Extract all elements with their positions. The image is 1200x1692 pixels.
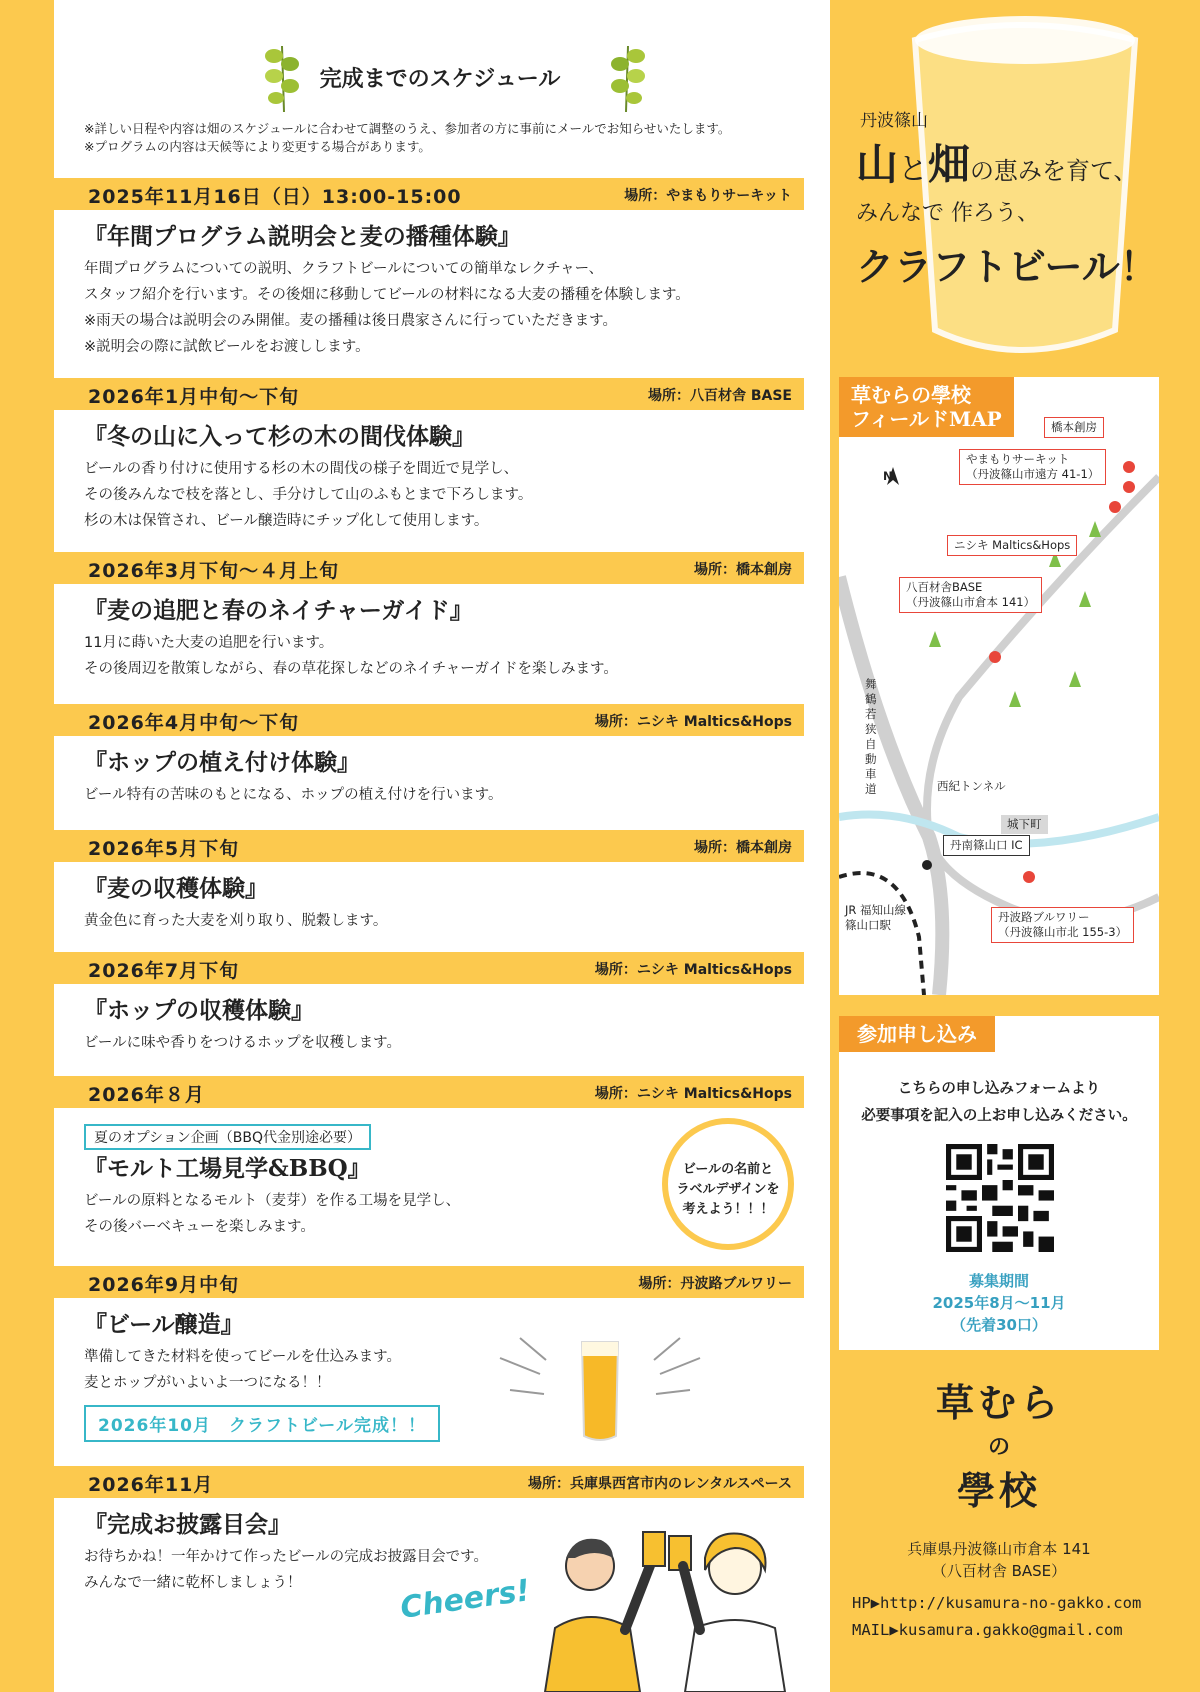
school-name-3: 學校 [956, 1468, 1041, 1513]
apply-text-1: こちらの申し込みフォームより [897, 1081, 1101, 1097]
event-desc-line: 準備してきた材料を使ってビールを仕込みます。 [84, 1349, 401, 1365]
event-place: 場所：ニシキ Maltics&Hops [594, 714, 792, 730]
school-address-2: （八百材舎 BASE） [931, 1562, 1067, 1580]
apply-title: 参加申し込み [839, 1016, 995, 1052]
map-label-yamamori-2: （丹波篠山市遠方 41-1） [966, 467, 1100, 481]
event-desc-line: その後周辺を散策しながら、春の草花探しなどのネイチャーガイドを楽しみます。 [84, 661, 618, 677]
event-place: 場所：やまもりサーキット [624, 188, 792, 204]
school-address-1: 兵庫県丹波篠山市倉本 141 [907, 1540, 1091, 1558]
schedule-notes [84, 120, 730, 156]
school-name-1: 草むら [935, 1380, 1062, 1425]
event-date-bar [54, 830, 804, 862]
school-name-2: の [987, 1434, 1010, 1460]
event-desc-line: その後バーベキューを楽しみます。 [84, 1219, 315, 1235]
event-date-bar [54, 1266, 804, 1298]
hero-rest: の恵みを育て、 [970, 157, 1138, 185]
event-place: 場所：ニシキ Maltics&Hops [594, 1086, 792, 1102]
leaf-icon-right [608, 42, 648, 114]
map-expressway: 舞鶴若狭自動車道 [865, 677, 877, 796]
hero-to: と [898, 152, 929, 187]
map-castle-town: 城下町 [1001, 815, 1048, 834]
map-tunnel: 西紀トンネル [937, 779, 1006, 793]
event-title: 『完成お披露目会』 [84, 1511, 291, 1538]
event-date: 2026年4月中旬〜下旬 [88, 712, 300, 734]
event-desc-line: みんなで一緒に乾杯しましょう！ [84, 1575, 302, 1591]
map-label-yamamori [959, 449, 1106, 485]
event-desc-line: 杉の木は保管され、ビール醸造時にチップ化して使用します。 [84, 513, 489, 529]
event-title: 『麦の収穫体験』 [84, 875, 268, 902]
hero-line-2: みんなで 作ろう、 [856, 201, 1039, 226]
event-date: 2026年11月 [88, 1474, 214, 1496]
event-desc-line: お待ちかね！一年かけて作ったビールの完成お披露目会です。 [84, 1549, 488, 1565]
beer-glass-icon [480, 1318, 720, 1448]
apply-period [839, 1270, 1159, 1336]
apply-period-label: 募集期間 [968, 1272, 1029, 1290]
event-date-bar [54, 704, 804, 736]
event-title: 『冬の山に入って杉の木の間伐体験』 [84, 423, 475, 450]
event-block [84, 596, 784, 682]
apply-period-value: 2025年8月〜11月 [932, 1294, 1066, 1312]
option-tag: 夏のオプション企画（BBQ代金別途必要） [84, 1124, 371, 1150]
map-label-nishiki: ニシキ Maltics&Hops [947, 535, 1077, 556]
event-desc-line: スタッフ紹介を行います。その後畑に移動してビールの材料になる大麦の播種を体験します。 [84, 287, 690, 303]
event-date-bar [54, 1076, 804, 1108]
map-label-hashimoto: 橋本創房 [1044, 417, 1104, 438]
event-date: 2026年８月 [88, 1084, 205, 1106]
hero-mountain: 山 [856, 140, 899, 189]
event-date-bar [54, 952, 804, 984]
map-label-yamamori-1: やまもりサーキット [966, 452, 1070, 466]
event-title: 『ビール醸造』 [84, 1311, 244, 1338]
event-title: 『ホップの植え付け体験』 [84, 749, 360, 776]
map-station-1: JR 福知山線 [845, 903, 907, 917]
mail-link[interactable]: MAIL▶kusamura.gakko@gmail.com [852, 1621, 1123, 1639]
idea-line: 考えよう！！！ [682, 1202, 774, 1217]
event-place: 場所：兵庫県西宮市内のレンタルスペース [528, 1476, 792, 1492]
event-desc-line: ビールに味や香りをつけるホップを収穫します。 [84, 1035, 401, 1051]
apply-text [839, 1076, 1159, 1130]
cheers-text: Cheers! [398, 1573, 533, 1626]
event-block [84, 422, 784, 534]
idea-line: ビールの名前と [682, 1162, 774, 1177]
idea-bubble [662, 1118, 794, 1250]
event-title: 『年間プログラム説明会と麦の播種体験』 [84, 223, 521, 250]
map-label-yao-2: （丹波篠山市倉本 141） [906, 595, 1036, 609]
event-date: 2026年7月下旬 [88, 960, 240, 982]
qr-code[interactable] [946, 1144, 1054, 1252]
event-desc-line: 黄金色に育った大麦を刈り取り、脱穀します。 [84, 913, 388, 929]
event-date: 2026年1月中旬〜下旬 [88, 386, 300, 408]
event-place: 場所：橋本創房 [694, 562, 792, 578]
event-date: 2026年5月下旬 [88, 838, 240, 860]
event-block [84, 222, 784, 360]
hero-field: 畑 [928, 140, 971, 189]
schedule-note-1: ※詳しい日程や内容は畑のスケジュールに合わせて調整のうえ、参加者の方に事前にメールでお知らせいたします。 [84, 121, 731, 136]
event-desc-line: ビールの原料となるモルト（麦芽）を作る工場を見学し、 [84, 1193, 461, 1209]
event-title: 『麦の追肥と春のネイチャーガイド』 [84, 597, 473, 624]
map-title-2: フィールドMAP [851, 407, 1002, 431]
event-date-bar [54, 1466, 804, 1498]
homepage-link[interactable]: HP▶http://kusamura-no-gakko.com [852, 1594, 1142, 1612]
map-label-ic: 丹南篠山口 IC [943, 835, 1030, 856]
school-links [852, 1590, 1141, 1644]
event-date-bar [54, 378, 804, 410]
event-desc-line: ビールの香り付けに使用する杉の木の間伐の様子を間近で見学し、 [84, 461, 519, 477]
event-desc-line: 麦とホップがいよいよ一つになる！！ [84, 1375, 331, 1391]
apply-text-2: 必要事項を記入の上お申し込みください。 [861, 1108, 1137, 1124]
hero-line-1 [856, 132, 1138, 192]
hero-region: 丹波篠山 [860, 111, 928, 131]
school-logo [839, 1380, 1159, 1514]
hero-line-3: クラフトビール！ [856, 244, 1158, 289]
event-desc-line: 11月に蒔いた大麦の追肥を行います。 [84, 635, 334, 651]
complete-label: 2026年10月 クラフトビール完成！！ [84, 1405, 440, 1442]
event-desc-line: ビール特有の苦味のもとになる、ホップの植え付けを行います。 [84, 787, 503, 803]
apply-panel [839, 1016, 1159, 1350]
event-place: 場所：八百材舎 BASE [647, 388, 792, 404]
idea-line: ラベルデザインを [676, 1182, 780, 1197]
map-label-brewery-1: 丹波路ブルワリー [998, 910, 1090, 924]
map-label-brewery [991, 907, 1134, 943]
event-title: 『モルト工場見学&BBQ』 [84, 1155, 371, 1182]
event-place: 場所：丹波路ブルワリー [638, 1276, 792, 1292]
event-date-bar [54, 552, 804, 584]
event-date: 2026年3月下旬〜４月上旬 [88, 560, 340, 582]
map-label-brewery-2: （丹波篠山市北 155-3） [998, 925, 1128, 939]
event-title: 『ホップの収穫体験』 [84, 997, 314, 1024]
event-block [84, 748, 784, 808]
field-map-panel [839, 377, 1159, 995]
event-desc-line: ※説明会の際に試飲ビールをお渡しします。 [84, 339, 370, 355]
map-label-yao [899, 577, 1042, 613]
event-date: 2026年9月中旬 [88, 1274, 240, 1296]
event-desc-line: その後みんなで枝を落とし、手分けして山のふもとまで下ろします。 [84, 487, 533, 503]
map-north: N [883, 469, 893, 483]
event-place: 場所：ニシキ Maltics&Hops [594, 962, 792, 978]
cheers-people-illustration [535, 1518, 805, 1692]
schedule-note-2: ※プログラムの内容は天候等により変更する場合があります。 [84, 139, 431, 154]
event-desc-line: ※雨天の場合は説明会のみ開催。麦の播種は後日農家さんに行っていただきます。 [84, 313, 617, 329]
map-title [839, 377, 1014, 437]
schedule-title: 完成までのスケジュール [319, 67, 561, 92]
event-date: 2025年11月16日（日）13:00-15:00 [88, 186, 462, 208]
map-label-yao-1: 八百材舎BASE [906, 580, 983, 594]
event-place: 場所：橋本創房 [694, 840, 792, 856]
event-block [84, 996, 784, 1056]
event-desc-line: 年間プログラムについての説明、クラフトビールについての簡単なレクチャー、 [84, 261, 604, 277]
school-address [839, 1538, 1159, 1582]
map-station [845, 903, 906, 933]
event-block [84, 874, 784, 934]
map-title-1: 草むらの學校 [851, 383, 971, 407]
apply-quota: （先着30口） [951, 1316, 1047, 1334]
event-date-bar [54, 178, 804, 210]
map-station-2: 篠山口駅 [845, 918, 891, 932]
